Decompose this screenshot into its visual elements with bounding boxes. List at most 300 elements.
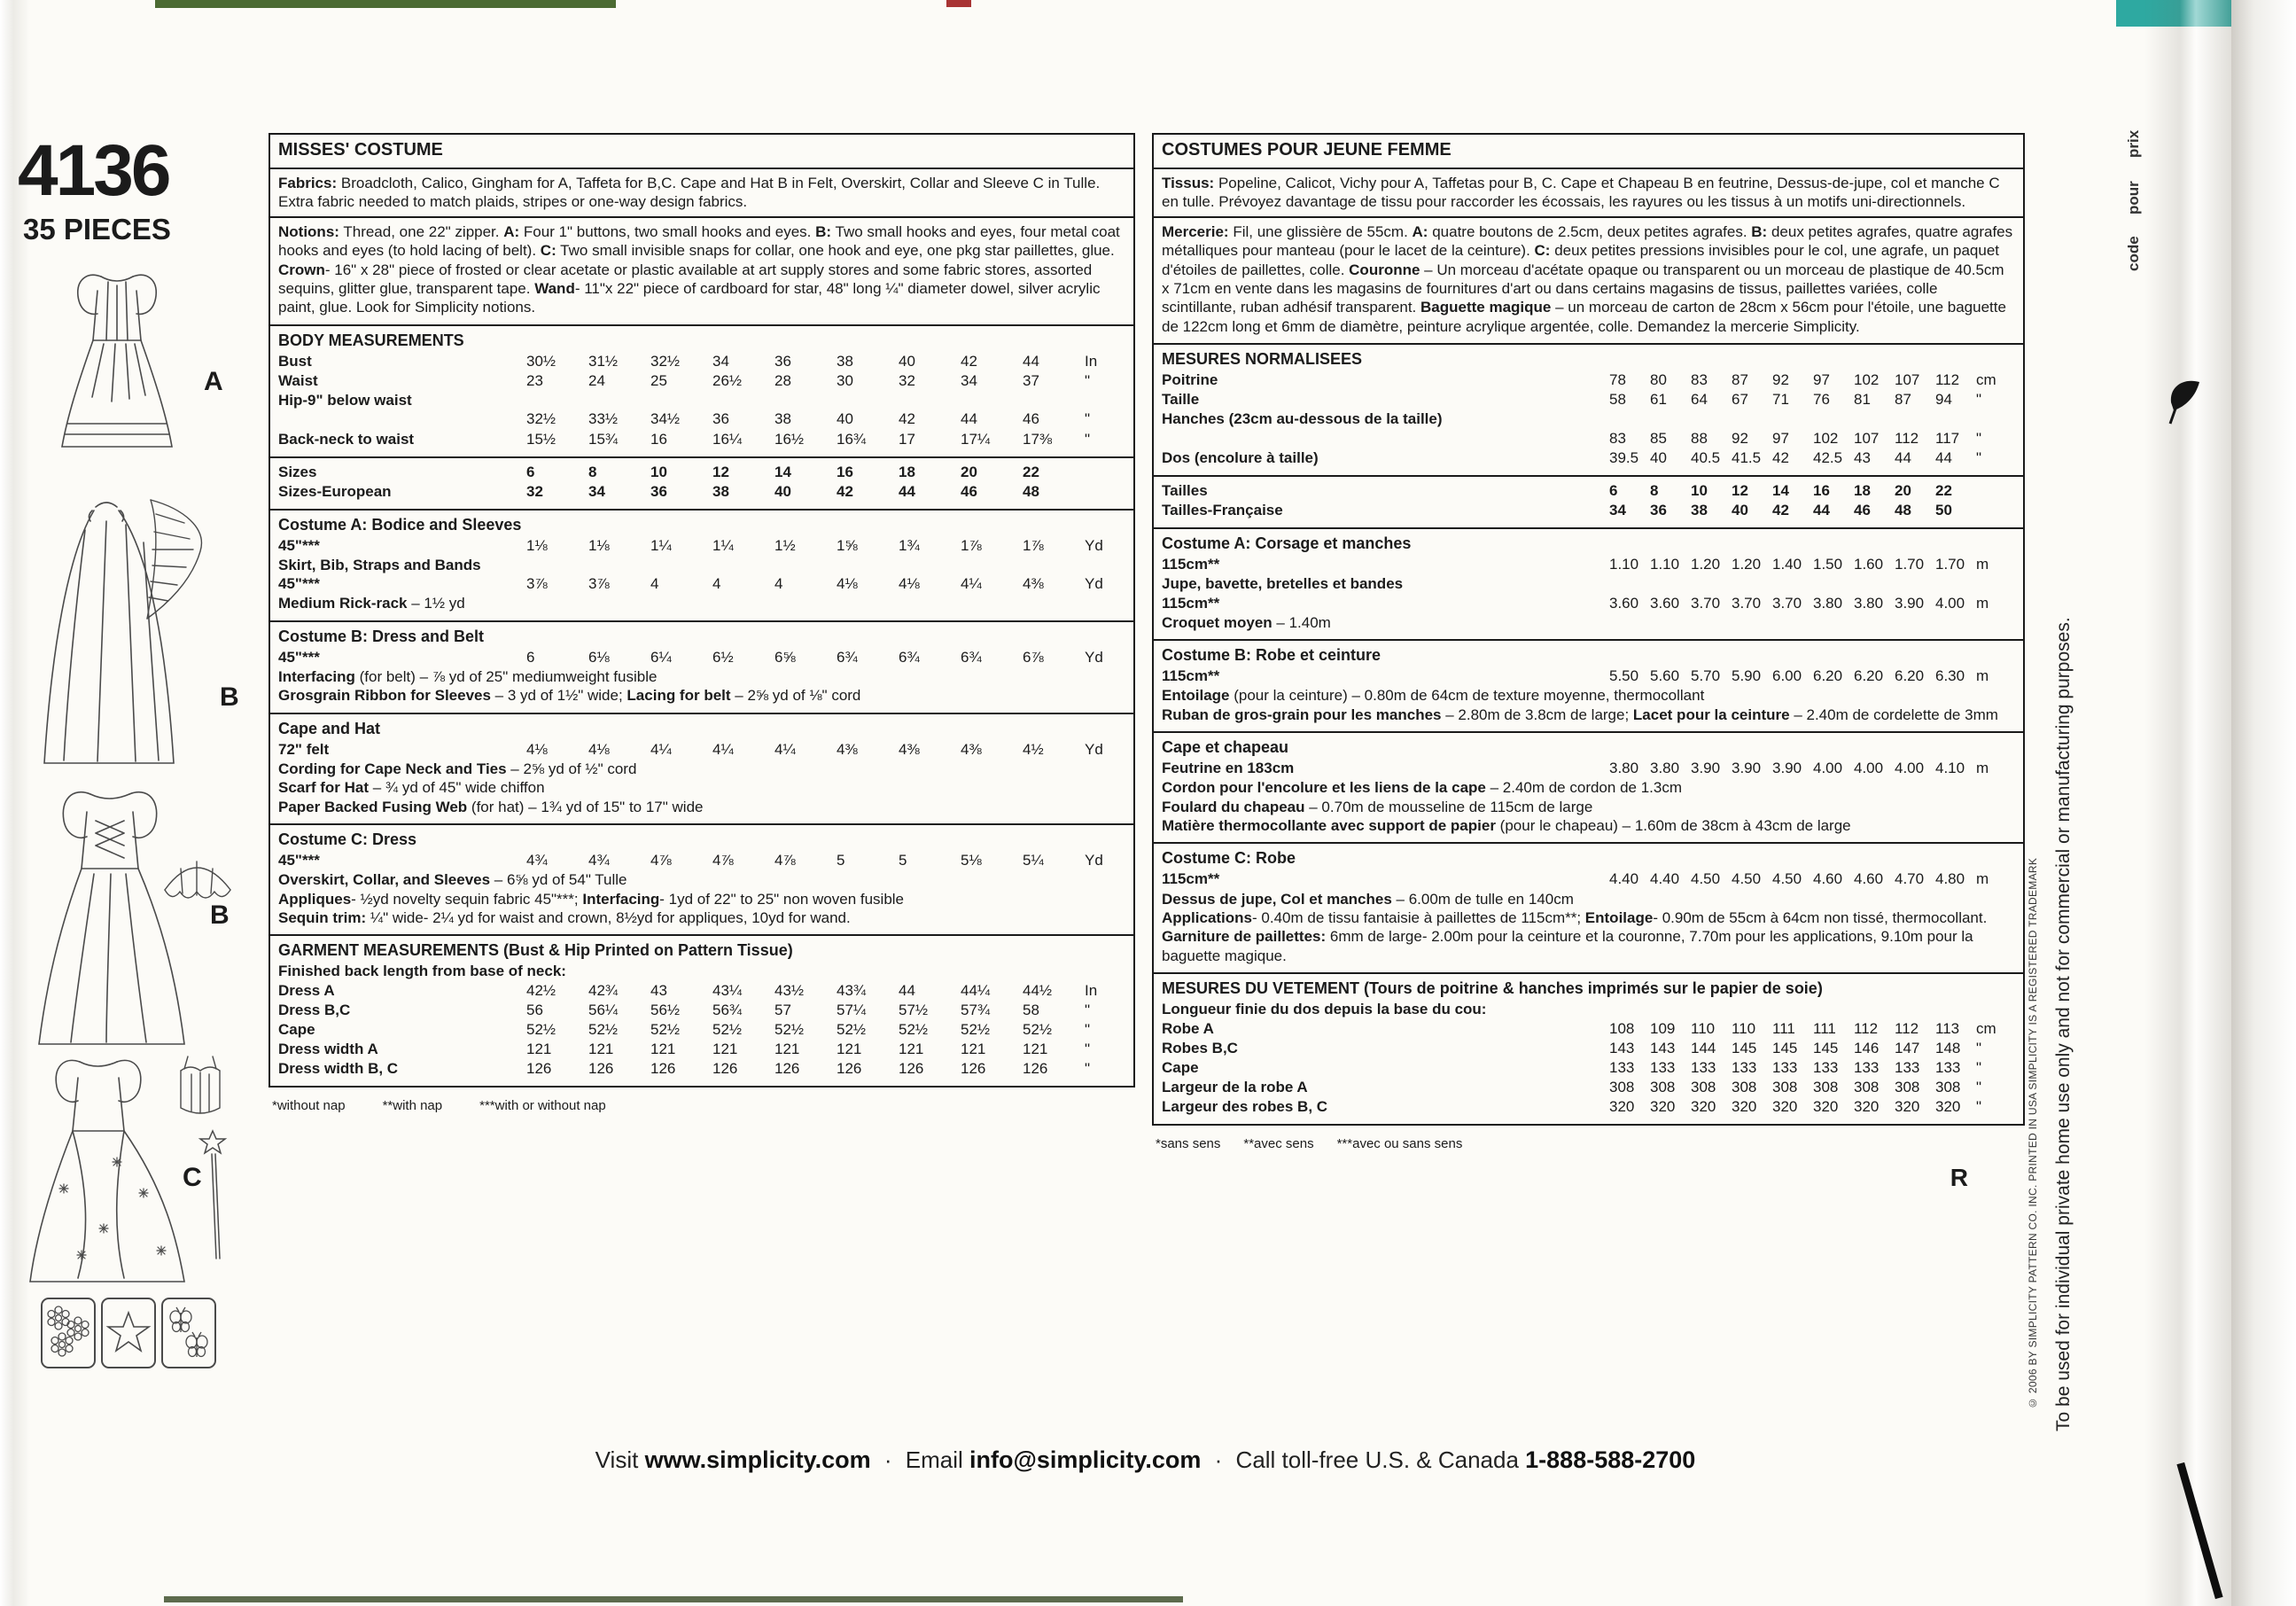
measurement-value: 46 [1023,410,1039,428]
measurement-value: 32 [526,482,543,500]
row-label: Poitrine [1162,371,1218,389]
measurement-value: 109 [1650,1019,1676,1037]
measurement-value: 17⅜ [1023,430,1053,448]
section-costume-a [269,511,1135,622]
section-heading: Costume B: Dress and Belt [278,627,485,645]
measurement-value: 4.50 [1772,870,1802,888]
measurement-value: 4⅜ [961,740,982,758]
measurement-value: 4¼ [774,740,796,758]
measurement-value: 3.70 [1691,594,1721,612]
measurement-value: 15½ [526,430,556,448]
unit-label: In [1085,981,1098,999]
sketch-hat-scarf-b [135,493,230,626]
measurement-value: 4⅛ [526,740,548,758]
measurement-value: 24 [588,371,605,389]
measurement-value: 3.70 [1732,594,1762,612]
measurement-value: 4⅛ [588,740,610,758]
section-heading: Costume B: Robe et ceinture [1162,646,1381,665]
note-text: – 2.40m de cordon de 1.3cm [1485,779,1682,797]
measurement-value: 133 [1772,1058,1798,1076]
measurement-value: 58 [1609,391,1626,409]
measurement-value: 320 [1609,1097,1635,1115]
unit-label: " [1976,1097,1982,1115]
measurement-value: 22 [1023,463,1039,480]
note-text: (pour le chapeau) – 1.60m de 38cm à 43cm de large [1495,817,1851,835]
section-garment-measurements [269,936,1135,1088]
row-label: 115cm** [1162,667,1220,685]
measurement-value: 44 [1935,448,1952,466]
note-text: quatre boutons de 2.5cm, deux petites agrafes. [1428,222,1752,240]
note-line [278,594,1125,612]
measurement-value: 320 [1732,1097,1757,1115]
row-label: 45"*** [278,536,320,554]
measurement-value: 308 [1854,1078,1880,1095]
note-bold: Cording for Cape Neck and Ties [278,760,507,777]
note-text: (pour la ceinture) – 0.80m de 64cm de texture moyenne, thermocollant [1229,687,1705,705]
measurement-value: 14 [1772,482,1789,500]
note-line [278,222,1125,317]
measurement-value: 87 [1895,391,1911,409]
measurement-row [278,740,1125,760]
measurement-value: 36 [774,352,791,370]
unit-label: " [1085,1020,1091,1038]
row-label: Robes B,C [1162,1039,1238,1056]
measurement-row [1162,555,2015,574]
measurement-value: 1.40 [1772,556,1802,573]
measurement-row [1162,1078,2015,1097]
measurement-value: 1⅞ [1023,536,1044,554]
row-label: 115cm** [1162,870,1220,888]
measurement-value: 42 [899,410,915,428]
measurement-value: 39.5 [1609,448,1639,466]
measurement-value: 25 [650,371,667,389]
measurement-value: 10 [1691,482,1708,500]
sketch-label-b1: B [220,682,239,712]
row-label: Tailles [1162,482,1208,500]
measurement-value: 5.90 [1732,667,1762,685]
measurement-value: 88 [1691,429,1708,447]
note-text: – 2⅝ yd of ⅛" cord [730,687,861,705]
measurement-value: 4.70 [1895,870,1925,888]
note-text: – 2⅝ yd of ½" cord [506,760,637,777]
measurement-value: 44½ [1023,981,1053,999]
note-text: - 11"x 22" piece of cardboard for star, 48" long ¼" diameter dowel, silver acrylic paint, glue. Look for Simplicity notions. [278,280,1101,316]
note-bold: Foulard du chapeau [1162,798,1305,815]
measurement-value: 16¾ [837,430,867,448]
footnotes-fr [1152,1136,2025,1151]
measurement-value: 3.60 [1609,594,1639,612]
divider [270,216,1133,218]
note-text: – ¾ yd of 45" wide chiffon [369,779,545,797]
torn-right-edge [2231,0,2296,1606]
measurement-value: 34 [961,371,977,389]
measurement-value: 4¼ [712,740,734,758]
measurement-value: 6⅞ [1023,648,1044,666]
measurement-value: 42 [1772,448,1789,466]
measurement-value: 126 [899,1060,924,1078]
measurement-value: 133 [1895,1058,1920,1076]
flap-word-code: code [2125,236,2142,271]
unit-label: " [1976,391,1982,409]
measurement-value: 80 [1650,371,1667,389]
row-label: 45"*** [278,648,320,666]
note-line [1162,890,2015,908]
home-use-notice: To be used for individual private home use only and not for commercial or manufacturing purposes. [2053,617,2074,1431]
measurement-value: 1¾ [899,536,920,554]
pieces-count: 35 PIECES [23,213,171,246]
measurement-row [278,463,1125,482]
measurement-row [278,648,1125,667]
measurement-value: 111 [1772,1019,1795,1037]
row-label: Cape [1162,1058,1199,1076]
note-text: – 2.80m de 3.8cm de large; [1441,706,1633,723]
measurement-row [278,1020,1125,1040]
measurement-value: 145 [1813,1039,1839,1056]
measurement-value: 61 [1650,391,1667,409]
measurement-value: 133 [1935,1058,1961,1076]
note-bold: Lacing for belt [627,687,731,705]
section-costume-b [269,622,1135,714]
measurement-value: 44 [1023,352,1039,370]
measurement-value: 133 [1854,1058,1880,1076]
note-bold: Baguette magique [1420,299,1552,316]
divider [1154,168,2023,169]
measurement-value: 71 [1772,391,1789,409]
visit-label: Visit [595,1446,639,1473]
measurement-value: 28 [774,371,791,389]
measurement-value: 42¾ [588,981,619,999]
measurement-value: 4⅞ [650,852,672,869]
unit-label: Yd [1085,575,1103,593]
measurement-value: 4.50 [1691,870,1721,888]
sketch-label-b2: B [210,900,230,930]
measurement-value: 42 [961,352,977,370]
measurement-value: 112 [1854,1019,1879,1037]
note-text: deux petites agrafes, quatre agrafes métalliques pour manteau (pour le lacet de la ceinture). [1162,222,2013,260]
corner-letter-r: R [1950,1164,1968,1192]
note-text: (for belt) – ⅞ yd of 25" mediumweight fusible [354,667,658,685]
measurement-value: 126 [774,1060,800,1078]
measurement-value: 126 [650,1060,676,1078]
phone-number: 1-888-588-2700 [1525,1446,1696,1473]
note-text: Popeline, Calicot, Vichy pour A, Taffetas pour B, C. Cape et Chapeau B en feutrine, Dessus-de-jupe, col et manche C en tulle. Prévoyez davantage de tissu pour raccorder les écossais, les rayures ou les tissus à un motifs uni-directionnels. [1162,175,2000,211]
unit-label: m [1976,667,1989,685]
note-bold: Interfacing [582,890,660,908]
sketch-label-c: C [183,1163,202,1192]
measurement-value: 44 [1813,502,1830,519]
measurement-value: 6 [526,648,535,666]
flap-word-prix: prix [2125,129,2142,158]
row-label: Dos (encolure à taille) [1162,448,1319,466]
website-text: www.simplicity.com [644,1446,871,1473]
measurement-value: 1⅛ [526,536,548,554]
measurement-value: 52½ [837,1020,867,1038]
measurement-value: 308 [1691,1078,1716,1095]
measurement-value: 112 [1935,371,1960,389]
measurement-value: 121 [588,1041,614,1058]
row-label: Largeur de la robe A [1162,1078,1308,1095]
measurement-value: 121 [899,1041,924,1058]
note-line [1162,174,2015,212]
unit-label: m [1976,760,1989,777]
measurement-row [1162,370,2015,390]
measurement-value: 320 [1895,1097,1920,1115]
measurement-row [1162,1058,2015,1078]
measurement-value: 56¾ [712,1001,743,1018]
note-text: – 2.40m de cordelette de 3mm [1789,706,1998,723]
measurement-value: 52½ [899,1020,929,1038]
email-label: Email [905,1446,963,1473]
measurement-value: 6.20 [1895,667,1925,685]
measurement-value: 3.80 [1813,594,1843,612]
contact-footer [266,1446,2025,1474]
note-text: - 16" x 28" piece of frosted or clear acetate or plastic available at art supply stores and some fabric stores, assorted sequins, glitter glue, transparent tape. [278,261,1093,298]
note-text: – 0.70m de mousseline de 115cm de large [1304,798,1593,815]
row-label: Dress B,C [278,1001,351,1018]
measurement-value: 4 [774,575,783,593]
measurement-value: 133 [1691,1058,1716,1076]
measurement-row [1162,390,2015,409]
measurement-value: 6.20 [1854,667,1884,685]
measurement-value: 144 [1691,1039,1716,1056]
measurement-value: 5.60 [1650,667,1680,685]
measurement-value: 16 [650,430,667,448]
pattern-number: 4136 [18,130,169,211]
section-mesures-vetement [1152,974,2025,1126]
measurement-value: 20 [1895,482,1911,500]
measurement-value: 36 [650,482,667,500]
measurement-value: 40.5 [1691,448,1721,466]
measurement-value: 36 [712,410,729,428]
measurement-value: 133 [1650,1058,1676,1076]
measurement-value: 4⅛ [837,575,858,593]
note-bold: Ruban de gros-grain pour les manches [1162,706,1442,723]
note-bold: Scarf for Hat [278,779,370,797]
measurement-value: 6.30 [1935,667,1965,685]
note-bold: Wand [534,280,575,298]
measurement-row [278,536,1125,556]
measurement-value: 44 [899,482,915,500]
measurement-value: 126 [837,1060,862,1078]
flap-word-pour: pour [2125,181,2142,214]
measurement-value: 5 [899,852,907,869]
measurement-value: 3.90 [1691,760,1721,777]
note-bold: Entoilage [1584,908,1654,926]
measurement-value: 94 [1935,391,1952,409]
measurement-value: 4⅜ [837,740,858,758]
note-line [278,778,1125,797]
unit-label: " [1085,371,1091,389]
measurement-value: 38 [774,410,791,428]
measurement-value: 67 [1732,391,1748,409]
note-line [278,890,1125,908]
measurement-value: 56 [526,1001,543,1018]
measurement-value: 133 [1813,1058,1839,1076]
measurement-value: 4¼ [961,575,982,593]
measurement-value: 78 [1609,371,1626,389]
unit-label: m [1976,594,1989,612]
note-line [278,760,1125,778]
note-bold: Crown [278,261,325,278]
measurement-value: 102 [1813,429,1839,447]
measurement-value: 4.40 [1609,870,1639,888]
measurement-value: 48 [1023,482,1039,500]
measurement-value: 320 [1650,1097,1676,1115]
note-bold: Fabrics: [278,175,338,191]
section-heading: MESURES DU VETEMENT (Tours de poitrine & hanches imprimés sur le papier de soie) [1162,979,1823,998]
measurement-value: 18 [899,463,915,480]
measurement-value: 6¾ [899,648,920,666]
measurement-value: 4.00 [1895,760,1925,777]
unit-label: " [1085,430,1091,448]
measurement-value: 3.70 [1772,594,1802,612]
footnote: ***with or without nap [479,1098,606,1114]
star-icon [101,1298,156,1368]
measurement-value: 121 [1023,1041,1048,1058]
section-costume-c-fr [1152,844,2025,974]
measurement-value: 320 [1854,1097,1880,1115]
footnote: **with nap [382,1098,443,1114]
measurement-row [1162,429,2015,448]
measurement-value: 145 [1772,1039,1798,1056]
scan-artifact-green-strip [155,0,616,8]
unit-label: In [1085,352,1098,370]
measurement-row [278,574,1125,594]
measurement-row [1162,869,2015,889]
note-text: – 3 yd of 1½" wide; [490,687,627,705]
measurement-value: 57½ [899,1001,929,1018]
note-bold: Matière thermocollante avec support de papier [1162,817,1496,835]
measurement-value: 126 [588,1060,614,1078]
note-line [278,686,1125,705]
measurement-row [1162,594,2015,613]
measurement-value: 3.90 [1895,594,1925,612]
measurement-value: 1.70 [1935,556,1965,573]
measurement-value: 14 [774,463,791,480]
note-line [278,908,1125,927]
measurement-value: 121 [650,1041,676,1058]
measurement-value: 1⅛ [588,536,610,554]
measurement-value: 56½ [650,1001,681,1018]
email-text: info@simplicity.com [969,1446,1202,1473]
section-heading: Costume A: Bodice and Sleeves [278,515,522,534]
unit-label: " [1976,1078,1982,1095]
note-line [278,798,1125,816]
separator-dot: · [1214,1446,1223,1473]
note-text: - ½yd novelty sequin fabric 45"***; [351,890,583,908]
note-text: - 0.40m de tissu fantaisie à paillettes de 115cm**; [1252,908,1585,926]
note-line [278,667,1125,686]
measurement-value: 43¾ [837,981,867,999]
copyright-notice: © 2006 BY SIMPLICITY PATTERN CO. INC. PRINTED IN USA SIMPLICITY IS A REGISTERED TRADEMARK [2027,857,2039,1409]
unit-label: cm [1976,371,1996,389]
measurement-value: 126 [712,1060,738,1078]
note-text: Four 1" buttons, two small hooks and eyes. [519,222,816,240]
note-bold: Lacet pour la ceinture [1632,706,1790,723]
note-line [1162,613,2015,632]
note-text: deux petites pressions invisibles pour le col, une agrafe, un paquet d'étoiles de paillettes, colle. [1162,242,2000,278]
section-heading: GARMENT MEASUREMENTS (Bust & Hip Printed on Pattern Tissue) [278,941,793,960]
measurement-value: 46 [961,482,977,500]
measurement-value: 34½ [650,410,681,428]
sketch-label-a: A [204,367,223,396]
measurement-value: 121 [712,1041,738,1058]
measurement-value: 1⅝ [837,536,858,554]
measurement-value: 81 [1854,391,1871,409]
row-label: 115cm** [1162,594,1220,612]
measurement-value: 22 [1935,482,1952,500]
measurement-row [278,482,1125,502]
row-label: Robe A [1162,1019,1214,1037]
note-bold: A: [1412,222,1428,240]
row-label: Largeur des robes B, C [1162,1097,1328,1115]
note-bold: Paper Backed Fusing Web [278,798,468,815]
row-label: Bust [278,352,312,370]
section-heading: MESURES NORMALISEES [1162,350,1363,369]
measurement-value: 83 [1609,429,1626,447]
note-bold: B: [815,222,832,240]
measurement-value: 32½ [650,352,681,370]
measurement-row [278,851,1125,870]
note-line [1162,778,2015,797]
note-line [1162,706,2015,724]
row-label: 45"*** [278,575,320,593]
footnotes-en [269,1098,1135,1113]
measurement-value: 6½ [712,648,734,666]
row-label: Dress A [278,981,335,999]
measurement-value: 121 [774,1041,800,1058]
note-text: Two small hooks and eyes, four metal coat hooks and eyes (to hold lacing of belt). [278,222,1120,260]
unit-label: " [1085,1001,1091,1018]
note-text: 6mm de large- 2.00m pour la ceinture et la couronne, 7.70m pour les applications, 9.10m pour la baguette magique. [1162,928,1973,964]
measurement-row [1162,1019,2015,1039]
measurement-value: 12 [712,463,729,480]
row-label: Tailles-Française [1162,502,1283,519]
note-line [278,870,1125,889]
measurement-value: 34 [588,482,605,500]
measurement-value: 12 [1732,482,1748,500]
measurement-value: 20 [961,463,977,480]
measurement-row [1162,667,2015,686]
measurement-value: 16 [1813,482,1830,500]
note-bold: Dessus de jupe, Col et manches [1162,890,1392,908]
measurement-value: 38 [1691,502,1708,519]
separator-dot: · [883,1446,892,1473]
measurement-value: 43 [1854,448,1871,466]
measurement-value: 83 [1691,371,1708,389]
measurement-row [1162,481,2015,501]
measurement-value: 6⅛ [588,648,610,666]
measurement-value: 1.10 [1609,556,1639,573]
measurement-value: 37 [1023,371,1039,389]
english-column [269,133,1135,1113]
unit-label: " [1976,429,1982,447]
footnote: *sans sens [1156,1136,1221,1152]
row-label-line: Hanches (23cm au-dessous de la taille) [1162,410,1443,428]
measurement-value: 112 [1895,1019,1919,1037]
measurement-value: 121 [837,1041,862,1058]
measurement-value: 3⅞ [526,575,548,593]
section-tailles [1152,477,2025,529]
measurement-value: 97 [1813,371,1830,389]
section-body-measurements [269,326,1135,458]
measurement-value: 31½ [588,352,619,370]
measurement-value: 1.70 [1895,556,1925,573]
measurement-value: 5.50 [1609,667,1639,685]
row-label: Sizes [278,463,317,480]
note-text: Thread, one 22" zipper. [339,222,504,240]
measurement-value: 87 [1732,371,1748,389]
